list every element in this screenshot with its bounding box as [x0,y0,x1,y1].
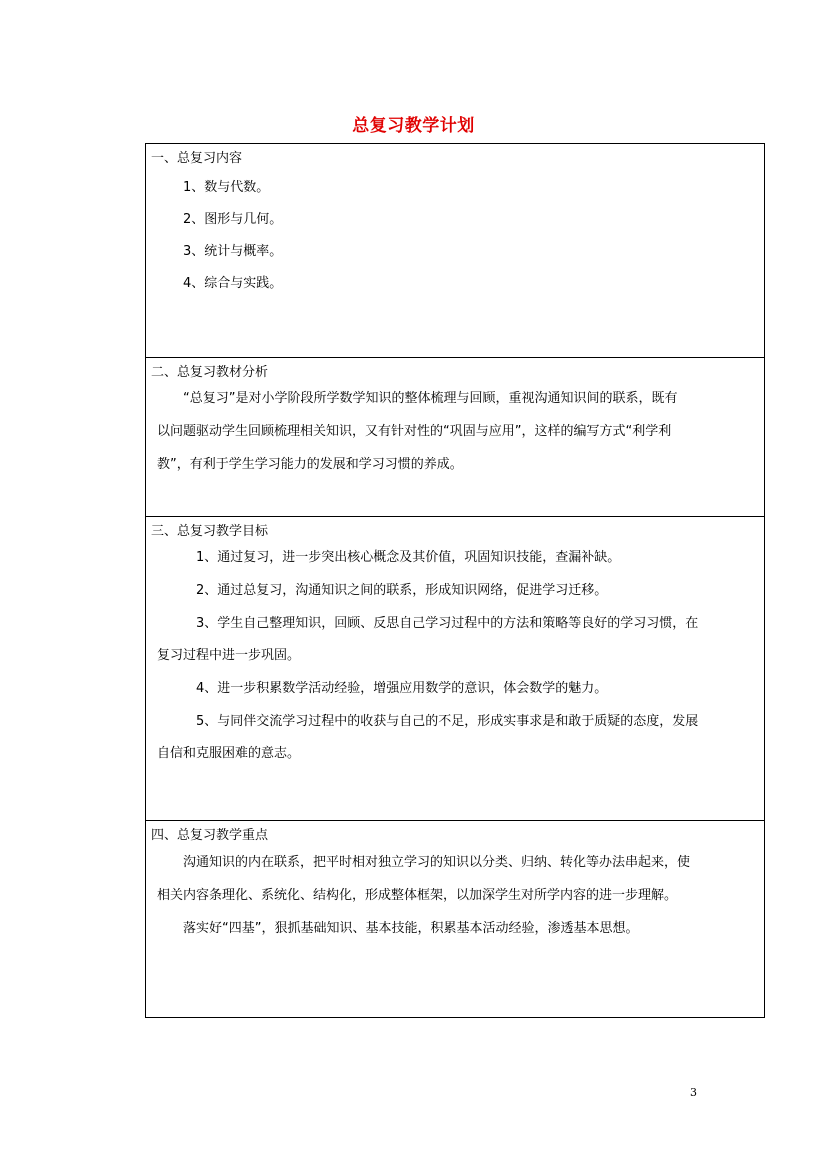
section-line: 复习过程中进一步巩固。 [157,648,301,663]
section-line: 以问题驱动学生回顾梳理相关知识，又有针对性的“巩固与应用”，这样的编写方式“利学利 [157,424,672,439]
section-line: 2、图形与几何。 [183,212,283,227]
section-line: 沟通知识的内在联系，把平时相对独立学习的知识以分类、归纳、转化等办法串起来，使 [183,855,691,870]
section-line: 1、数与代数。 [183,180,270,195]
section-line: 3、学生自己整理知识，回顾、反思自己学习过程中的方法和策略等良好的学习习惯，在 [196,616,699,631]
section-line: 落实好“四基”，狠抓基础知识、基本技能，积累基本活动经验，渗透基本思想。 [183,921,639,936]
section-line: 5、与同伴交流学习过程中的收获与自己的不足，形成实事求是和敢于质疑的态度，发展 [196,714,699,729]
section-heading: 三、总复习教学目标 [151,524,269,539]
page-number: 3 [690,1086,697,1099]
section-line: 相关内容条理化、系统化、结构化，形成整体框架，以加深学生对所学内容的进一步理解。 [157,888,678,903]
section-analysis [146,357,764,516]
section-focus [146,820,764,1017]
section-heading: 二、总复习教材分析 [151,365,269,380]
section-line: 1、通过复习，进一步突出核心概念及其价值，巩固知识技能，查漏补缺。 [196,550,621,565]
section-line: 3、统计与概率。 [183,244,283,259]
section-heading: 一、总复习内容 [151,151,243,166]
section-goals [146,516,764,820]
document-title: 总复习教学计划 [352,116,475,136]
section-heading: 四、总复习教学重点 [151,828,269,843]
section-line: 自信和克服困难的意志。 [157,746,301,761]
section-line: “总复习”是对小学阶段所学数学知识的整体梳理与回顾，重视沟通知识间的联系，既有 [183,391,678,406]
section-line: 4、进一步积累数学活动经验，增强应用数学的意识，体会数学的魅力。 [196,681,608,696]
plan-table [145,143,765,1018]
section-line: 4、综合与实践。 [183,276,283,291]
section-line: 教”，有利于学生学习能力的发展和学习习惯的养成。 [157,457,463,472]
section-content [146,144,764,357]
section-line: 2、通过总复习，沟通知识之间的联系，形成知识网络，促进学习迁移。 [196,583,608,598]
